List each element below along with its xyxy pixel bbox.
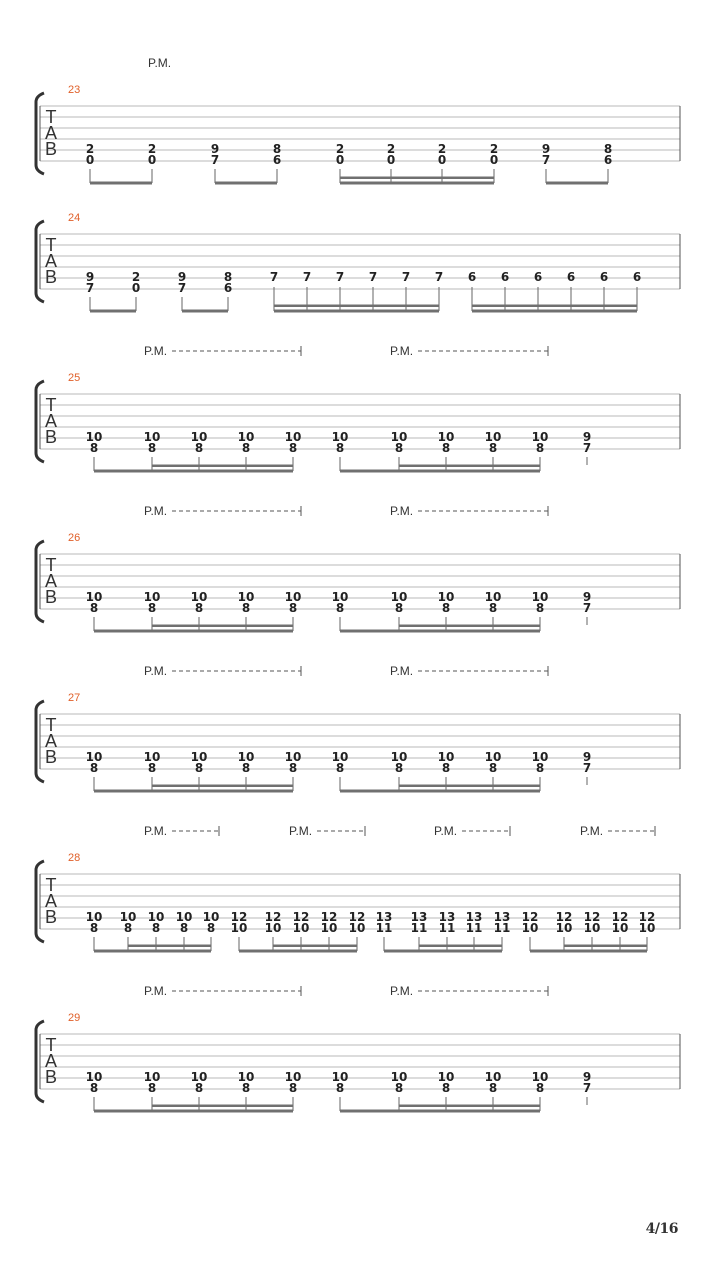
tab-clef-letter: B <box>44 427 58 447</box>
fret-number-upper: 9 <box>582 590 592 604</box>
tab-note <box>332 590 349 631</box>
fret-number-upper: 10 <box>531 430 549 444</box>
fret-number-lower: 11 <box>493 921 511 935</box>
beam-primary <box>340 182 494 185</box>
measure-number: 27 <box>68 692 81 704</box>
tab-note <box>231 910 248 951</box>
fret-number-upper: 10 <box>143 590 161 604</box>
fret-number-upper: 10 <box>85 1070 103 1084</box>
tab-clef-letter: T <box>45 107 57 127</box>
fret-number-upper: 13 <box>465 910 483 924</box>
fret-number-lower: 8 <box>441 1081 451 1095</box>
fret-number-upper: 10 <box>237 750 255 764</box>
fret-number-upper: 10 <box>190 750 208 764</box>
tab-note <box>583 750 591 785</box>
fret-number-upper: 10 <box>284 1070 302 1084</box>
beam-primary <box>472 310 637 313</box>
fret-number-upper: 10 <box>85 910 103 924</box>
fret-number-upper: 10 <box>190 1070 208 1084</box>
fret-number-lower: 8 <box>241 601 251 615</box>
fret-number-upper: 10 <box>331 430 349 444</box>
fret-number-upper: 12 <box>555 910 573 924</box>
fret-number-upper: 10 <box>437 750 455 764</box>
palm-mute-label: P.M. <box>434 824 458 838</box>
beam-primary <box>94 790 293 793</box>
fret-number-upper: 10 <box>143 430 161 444</box>
staff-system-26 <box>36 504 680 633</box>
fret-number-upper: 12 <box>638 910 656 924</box>
tab-clef-letter: B <box>44 907 58 927</box>
fret-number-upper: 10 <box>390 430 408 444</box>
fret-number-upper: 10 <box>390 590 408 604</box>
fret-number-upper: 7 <box>302 270 312 284</box>
fret-number-lower: 8 <box>488 601 498 615</box>
tab-note <box>583 430 591 465</box>
tab-note <box>583 590 591 625</box>
fret-number-upper: 10 <box>147 910 165 924</box>
tab-note <box>86 142 94 183</box>
tab-note <box>542 142 550 183</box>
fret-number-lower: 6 <box>272 153 282 167</box>
fret-number-lower: 7 <box>582 1081 592 1095</box>
beam-secondary <box>399 625 540 628</box>
fret-number-lower: 7 <box>541 153 551 167</box>
fret-number-lower: 8 <box>288 441 298 455</box>
beam-primary <box>546 182 608 185</box>
tab-clef-letter: B <box>44 139 58 159</box>
fret-number-lower: 8 <box>194 761 204 775</box>
fret-number-upper: 10 <box>437 1070 455 1084</box>
fret-number-lower: 7 <box>582 441 592 455</box>
fret-number-upper: 7 <box>269 270 279 284</box>
fret-number-upper: 6 <box>632 270 642 284</box>
fret-number-lower: 8 <box>535 761 545 775</box>
fret-number-lower: 8 <box>394 601 404 615</box>
fret-number-upper: 12 <box>583 910 601 924</box>
beam-secondary <box>399 785 540 788</box>
fret-number-upper: 10 <box>85 430 103 444</box>
fret-number-lower: 10 <box>521 921 539 935</box>
fret-number-upper: 2 <box>437 142 447 156</box>
fret-number-upper: 12 <box>521 910 539 924</box>
fret-number-lower: 8 <box>89 441 99 455</box>
measure-number: 26 <box>68 532 81 544</box>
staff-system-28 <box>36 824 680 953</box>
fret-number-upper: 10 <box>143 1070 161 1084</box>
fret-number-upper: 10 <box>331 1070 349 1084</box>
fret-number-lower: 0 <box>131 281 141 295</box>
fret-number-lower: 8 <box>335 1081 345 1095</box>
fret-number-lower: 8 <box>147 1081 157 1095</box>
beam-primary <box>94 630 293 633</box>
fret-number-lower: 6 <box>223 281 233 295</box>
fret-number-upper: 9 <box>582 750 592 764</box>
tab-note <box>604 142 612 183</box>
staff-system-23 <box>36 56 680 185</box>
fret-number-lower: 8 <box>441 601 451 615</box>
fret-number-lower: 8 <box>194 1081 204 1095</box>
fret-number-lower: 8 <box>335 761 345 775</box>
fret-number-lower: 11 <box>375 921 393 935</box>
beam-secondary <box>564 945 647 948</box>
fret-number-upper: 2 <box>386 142 396 156</box>
fret-number-lower: 8 <box>241 761 251 775</box>
tab-clef-letter: A <box>44 1051 58 1071</box>
fret-number-lower: 8 <box>535 601 545 615</box>
palm-mute-label: P.M. <box>144 344 168 358</box>
fret-number-lower: 7 <box>85 281 95 295</box>
fret-number-upper: 7 <box>434 270 444 284</box>
beam-secondary <box>472 305 637 308</box>
fret-number-upper: 10 <box>484 1070 502 1084</box>
fret-number-upper: 12 <box>320 910 338 924</box>
tab-clef-letter: A <box>44 123 58 143</box>
beam-primary <box>340 790 540 793</box>
tab-note <box>86 430 103 471</box>
beam-secondary <box>419 945 502 948</box>
measure-number: 23 <box>68 84 81 96</box>
beam-primary <box>239 950 357 953</box>
fret-number-upper: 8 <box>272 142 282 156</box>
tab-note <box>332 750 349 791</box>
fret-number-lower: 8 <box>441 761 451 775</box>
tab-clef-letter: A <box>44 411 58 431</box>
fret-number-lower: 0 <box>437 153 447 167</box>
beam-secondary <box>273 945 357 948</box>
tab-note <box>86 910 103 951</box>
fret-number-lower: 8 <box>394 1081 404 1095</box>
staff-system-27 <box>36 664 680 793</box>
beam-primary <box>94 950 211 953</box>
beam-secondary <box>399 1105 540 1108</box>
fret-number-lower: 11 <box>438 921 456 935</box>
tab-clef-letter: B <box>44 747 58 767</box>
fret-number-lower: 7 <box>177 281 187 295</box>
fret-number-upper: 10 <box>237 590 255 604</box>
fret-number-lower: 8 <box>441 441 451 455</box>
tab-note <box>332 1070 349 1111</box>
fret-number-lower: 8 <box>394 441 404 455</box>
palm-mute-label: P.M. <box>144 984 168 998</box>
fret-number-lower: 8 <box>147 761 157 775</box>
staff-system-24 <box>36 212 680 313</box>
fret-number-upper: 2 <box>131 270 141 284</box>
fret-number-lower: 10 <box>320 921 338 935</box>
fret-number-upper: 10 <box>190 590 208 604</box>
fret-number-upper: 12 <box>230 910 248 924</box>
palm-mute-label: P.M. <box>580 824 604 838</box>
beam-secondary <box>152 1105 293 1108</box>
fret-number-lower: 10 <box>230 921 248 935</box>
beam-secondary <box>128 945 211 948</box>
tab-clef-letter: T <box>45 715 57 735</box>
tab-clef-letter: B <box>44 1067 58 1087</box>
tab-note <box>132 270 140 311</box>
fret-number-upper: 12 <box>611 910 629 924</box>
palm-mute-label: P.M. <box>144 824 168 838</box>
beam-primary <box>182 310 228 313</box>
palm-mute-label: P.M. <box>148 56 172 70</box>
staff-system-29 <box>36 984 680 1113</box>
fret-number-upper: 10 <box>531 1070 549 1084</box>
fret-number-lower: 8 <box>241 441 251 455</box>
fret-number-upper: 10 <box>190 430 208 444</box>
fret-number-upper: 13 <box>438 910 456 924</box>
beam-secondary <box>340 177 494 180</box>
tab-clef-letter: B <box>44 267 58 287</box>
fret-number-upper: 10 <box>484 590 502 604</box>
fret-number-upper: 10 <box>119 910 137 924</box>
tab-note <box>148 142 156 183</box>
fret-number-upper: 10 <box>237 1070 255 1084</box>
tab-clef-letter: B <box>44 587 58 607</box>
fret-number-lower: 0 <box>335 153 345 167</box>
tab-clef-letter: T <box>45 555 57 575</box>
fret-number-lower: 8 <box>206 921 216 935</box>
fret-number-lower: 8 <box>179 921 189 935</box>
fret-number-upper: 10 <box>390 750 408 764</box>
tab-clef-letter: T <box>45 235 57 255</box>
beam-secondary <box>274 305 439 308</box>
fret-number-upper: 10 <box>531 750 549 764</box>
fret-number-lower: 0 <box>489 153 499 167</box>
fret-number-upper: 10 <box>437 590 455 604</box>
beam-secondary <box>152 785 293 788</box>
fret-number-lower: 11 <box>465 921 483 935</box>
tab-note <box>522 910 539 951</box>
tab-note <box>86 270 94 311</box>
fret-number-lower: 8 <box>488 1081 498 1095</box>
tab-clef-letter: A <box>44 731 58 751</box>
tab-note <box>211 142 219 183</box>
fret-number-upper: 9 <box>85 270 95 284</box>
fret-number-lower: 10 <box>555 921 573 935</box>
fret-number-lower: 0 <box>85 153 95 167</box>
fret-number-upper: 2 <box>335 142 345 156</box>
measure-number: 24 <box>68 212 81 224</box>
fret-number-upper: 7 <box>368 270 378 284</box>
beam-primary <box>384 950 502 953</box>
measure-number: 28 <box>68 852 81 864</box>
palm-mute-label: P.M. <box>289 824 313 838</box>
fret-number-upper: 2 <box>85 142 95 156</box>
tab-clef-letter: T <box>45 875 57 895</box>
page-number: 4/16 <box>645 1221 678 1237</box>
tab-clef-letter: A <box>44 251 58 271</box>
fret-number-lower: 10 <box>611 921 629 935</box>
beam-secondary <box>152 465 293 468</box>
fret-number-lower: 8 <box>194 441 204 455</box>
fret-number-lower: 8 <box>535 441 545 455</box>
tab-clef-letter: A <box>44 571 58 591</box>
beam-primary <box>90 182 152 185</box>
palm-mute-label: P.M. <box>390 984 414 998</box>
tab-note <box>178 270 186 311</box>
tab-note <box>86 750 103 791</box>
fret-number-upper: 9 <box>582 430 592 444</box>
fret-number-lower: 8 <box>288 1081 298 1095</box>
fret-number-lower: 8 <box>89 601 99 615</box>
fret-number-lower: 8 <box>488 761 498 775</box>
fret-number-upper: 9 <box>582 1070 592 1084</box>
fret-number-upper: 6 <box>599 270 609 284</box>
measure-number: 29 <box>68 1012 81 1024</box>
fret-number-upper: 12 <box>292 910 310 924</box>
fret-number-lower: 7 <box>582 601 592 615</box>
palm-mute-label: P.M. <box>144 504 168 518</box>
fret-number-upper: 8 <box>603 142 613 156</box>
beam-primary <box>340 630 540 633</box>
tab-note <box>86 1070 103 1111</box>
beam-primary <box>94 470 293 473</box>
beam-primary <box>274 310 439 313</box>
fret-number-upper: 10 <box>237 430 255 444</box>
fret-number-lower: 8 <box>89 921 99 935</box>
fret-number-upper: 9 <box>177 270 187 284</box>
tab-note <box>376 910 393 951</box>
fret-number-upper: 7 <box>401 270 411 284</box>
fret-number-upper: 10 <box>85 590 103 604</box>
beam-primary <box>340 1110 540 1113</box>
fret-number-upper: 2 <box>147 142 157 156</box>
palm-mute-label: P.M. <box>390 504 414 518</box>
fret-number-upper: 9 <box>541 142 551 156</box>
palm-mute-label: P.M. <box>390 344 414 358</box>
fret-number-lower: 6 <box>603 153 613 167</box>
fret-number-lower: 10 <box>292 921 310 935</box>
fret-number-upper: 13 <box>375 910 393 924</box>
beam-secondary <box>152 625 293 628</box>
fret-number-lower: 7 <box>210 153 220 167</box>
fret-number-lower: 0 <box>386 153 396 167</box>
fret-number-upper: 8 <box>223 270 233 284</box>
staff-system-25 <box>36 344 680 473</box>
fret-number-upper: 6 <box>467 270 477 284</box>
fret-number-lower: 8 <box>335 601 345 615</box>
palm-mute-label: P.M. <box>144 664 168 678</box>
fret-number-upper: 10 <box>143 750 161 764</box>
fret-number-upper: 10 <box>437 430 455 444</box>
beam-primary <box>94 1110 293 1113</box>
fret-number-upper: 12 <box>348 910 366 924</box>
fret-number-upper: 10 <box>202 910 220 924</box>
fret-number-upper: 10 <box>85 750 103 764</box>
fret-number-upper: 10 <box>484 750 502 764</box>
fret-number-lower: 8 <box>535 1081 545 1095</box>
fret-number-lower: 8 <box>241 1081 251 1095</box>
fret-number-lower: 8 <box>335 441 345 455</box>
tab-clef-letter: T <box>45 1035 57 1055</box>
fret-number-upper: 13 <box>410 910 428 924</box>
fret-number-upper: 6 <box>566 270 576 284</box>
fret-number-lower: 8 <box>394 761 404 775</box>
fret-number-lower: 10 <box>583 921 601 935</box>
measure-number: 25 <box>68 372 81 384</box>
beam-primary <box>530 950 647 953</box>
beam-primary <box>340 470 540 473</box>
fret-number-upper: 10 <box>175 910 193 924</box>
tab-note <box>583 1070 591 1105</box>
fret-number-lower: 8 <box>89 761 99 775</box>
fret-number-lower: 8 <box>151 921 161 935</box>
fret-number-upper: 6 <box>500 270 510 284</box>
beam-primary <box>90 310 136 313</box>
fret-number-upper: 10 <box>390 1070 408 1084</box>
fret-number-upper: 10 <box>284 590 302 604</box>
fret-number-lower: 10 <box>638 921 656 935</box>
palm-mute-label: P.M. <box>390 664 414 678</box>
tab-clef-letter: A <box>44 891 58 911</box>
fret-number-lower: 11 <box>410 921 428 935</box>
fret-number-lower: 8 <box>488 441 498 455</box>
fret-number-lower: 10 <box>264 921 282 935</box>
tab-clef-letter: T <box>45 395 57 415</box>
fret-number-upper: 12 <box>264 910 282 924</box>
fret-number-upper: 10 <box>331 750 349 764</box>
fret-number-lower: 8 <box>288 761 298 775</box>
fret-number-upper: 10 <box>331 590 349 604</box>
beam-secondary <box>399 465 540 468</box>
fret-number-upper: 10 <box>484 430 502 444</box>
fret-number-upper: 13 <box>493 910 511 924</box>
fret-number-upper: 10 <box>284 430 302 444</box>
fret-number-lower: 8 <box>89 1081 99 1095</box>
fret-number-upper: 10 <box>531 590 549 604</box>
fret-number-lower: 8 <box>288 601 298 615</box>
tab-note <box>224 270 232 311</box>
fret-number-lower: 8 <box>194 601 204 615</box>
fret-number-upper: 6 <box>533 270 543 284</box>
fret-number-upper: 10 <box>284 750 302 764</box>
tab-note <box>273 142 281 183</box>
fret-number-lower: 0 <box>147 153 157 167</box>
fret-number-lower: 8 <box>147 441 157 455</box>
fret-number-lower: 8 <box>147 601 157 615</box>
fret-number-lower: 10 <box>348 921 366 935</box>
fret-number-upper: 9 <box>210 142 220 156</box>
fret-number-lower: 8 <box>123 921 133 935</box>
fret-number-upper: 7 <box>335 270 345 284</box>
tab-note <box>86 590 103 631</box>
fret-number-upper: 2 <box>489 142 499 156</box>
beam-primary <box>215 182 277 185</box>
fret-number-lower: 7 <box>582 761 592 775</box>
tab-note <box>332 430 349 471</box>
